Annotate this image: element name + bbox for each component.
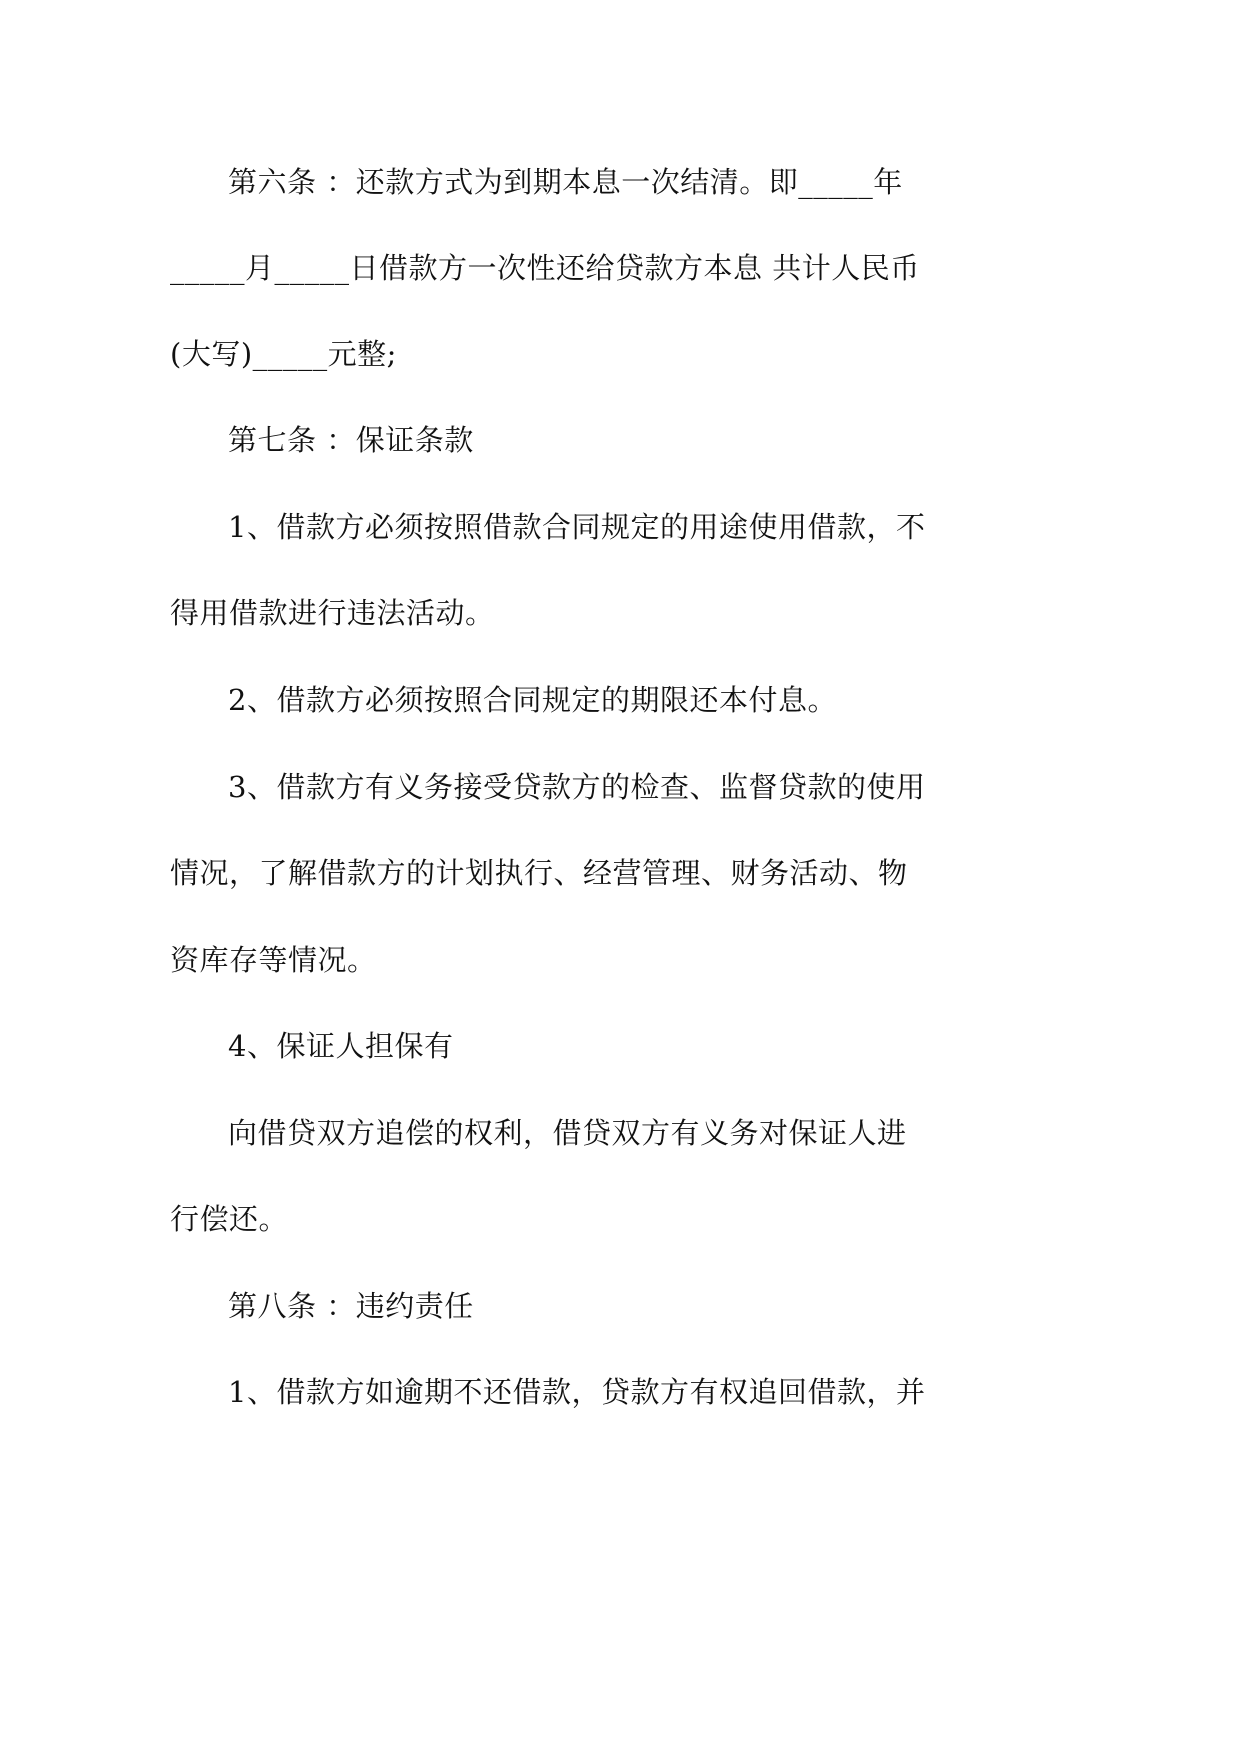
clause-7-2: 2、借款方必须按照合同规定的期限还本付息。: [228, 683, 837, 717]
clause-7-4-cont-line-2: 行偿还。: [170, 1202, 289, 1236]
clause-7-4: 4、保证人担保有: [228, 1029, 454, 1063]
clause-7-4-cont-line-1: 向借贷双方追偿的权利，借贷双方有义务对保证人进: [228, 1116, 907, 1150]
article-6-line-3: (大写)_____元整;: [170, 337, 397, 371]
clause-7-3-line-1: 3、借款方有义务接受贷款方的检查、监督贷款的使用: [228, 770, 926, 804]
clause-7-1-line-2: 得用借款进行违法活动。: [170, 596, 495, 630]
article-7-heading: 第七条 ：保证条款: [228, 423, 474, 457]
clause-7-3-line-2: 情况，了解借款方的计划执行、经营管理、财务活动、物: [170, 856, 908, 890]
clause-8-1-line-1: 1、借款方如逾期不还借款，贷款方有权追回借款，并: [228, 1375, 926, 1409]
article-6-line-1: 第六条 ：还款方式为到期本息一次结清。即_____年: [228, 165, 903, 199]
clause-7-1-line-1: 1、借款方必须按照借款合同规定的用途使用借款，不: [228, 510, 926, 544]
clause-7-3-line-3: 资库存等情况。: [170, 943, 377, 977]
article-8-heading: 第八条 ：违约责任: [228, 1289, 474, 1323]
article-6-line-2: _____月_____日借款方一次性还给贷款方本息 共计人民币: [170, 251, 920, 285]
